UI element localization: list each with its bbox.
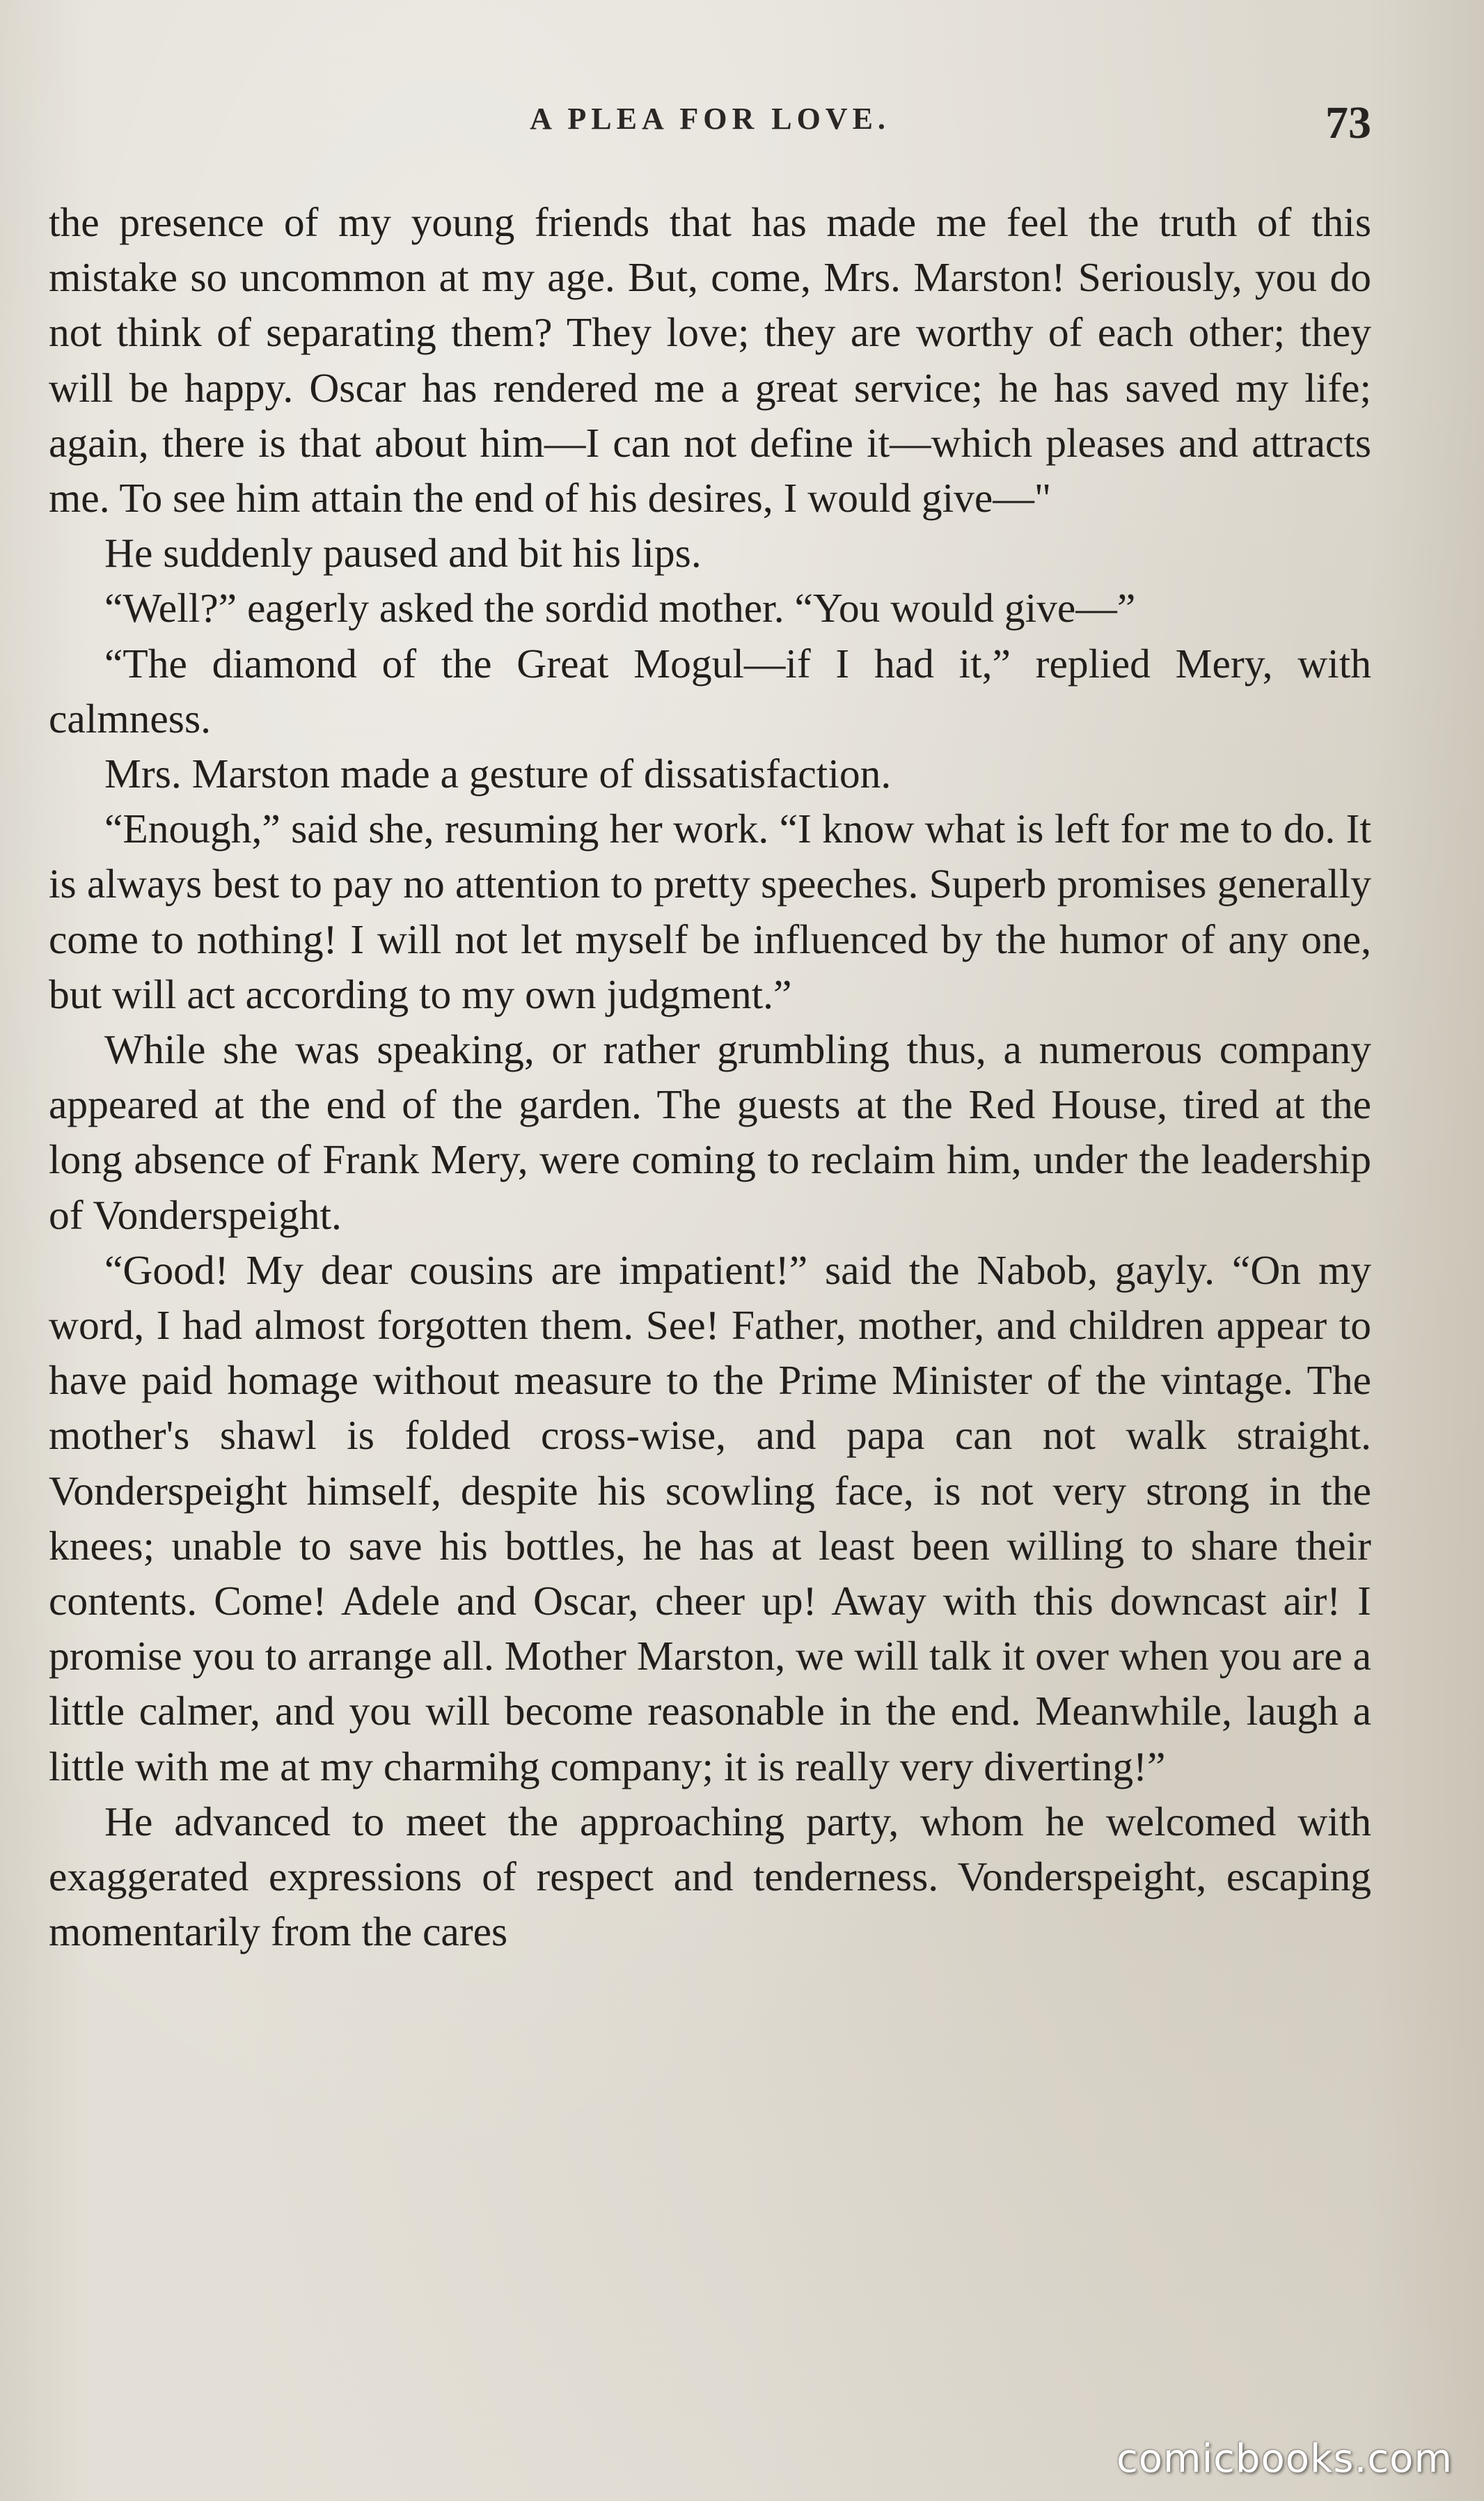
paragraph: “The diamond of the Great Mogul—if I had it,” replied Mery, with calmness. bbox=[49, 640, 1371, 742]
page-header bbox=[49, 97, 1371, 157]
paragraph: Mrs. Marston made a gesture of dissatisfaction. bbox=[104, 751, 892, 797]
paragraph: “Enough,” said she, resuming her work. “I know what is left for me to do. It is always best to pay no attention to pretty speeches. Superb promises generally come to nothing! I will not let myself be influenced by the humor of any one, but will act according to my own judgment.” bbox=[49, 806, 1371, 1017]
paragraph: “Good! My dear cousins are impatient!” said the Nabob, gayly. “On my word, I had almost forgotten them. See! Father, mother, and children appear to have paid homage without measure to the Prime Minister of the vintage. The mother's shawl is folded cross-wise, and papa can not walk straight. Vonderspeight himself, despite his scowling face, is not very strong in the knees; unable to save his bottles, he has at least been willing to share their contents. Come! Adele and Oscar, cheer up! Away with this downcast air! I promise you to arrange all. Mother Marston, we will talk it over when you are a little calmer, and you will become reasonable in the end. Meanwhile, laugh a little with me at my charmihg company; it is really very diverting!” bbox=[49, 1246, 1371, 1789]
watermark: comicbooks.com bbox=[1116, 2436, 1453, 2482]
paragraph: He advanced to meet the approaching party, whom he welcomed with exaggerated expressions of respect and tenderness. Vonderspeight, escaping momentarily from the cares bbox=[49, 1798, 1371, 1955]
paragraph-continued: the presence of my young friends that has made me feel the truth of this mistake so uncommon at my age. But, come, Mrs. Marston! Seriously, you do not think of separating them? They love; they are worthy of each other; they will be happy. Oscar has rendered me a great service; he has saved my life; again, there is that about him—I can not define it—which pleases and attracts me. To see him attain the end of his desires, I would give—" bbox=[49, 199, 1371, 522]
page-number: 73 bbox=[1325, 97, 1371, 148]
paragraph: “Well?” eagerly asked the sordid mother. “You would give—” bbox=[104, 585, 1136, 632]
body-text bbox=[49, 195, 1371, 1960]
running-title: A PLEA FOR LOVE. bbox=[530, 102, 890, 136]
paragraph: While she was speaking, or rather grumbling thus, a numerous company appeared at the end of the garden. The guests at the Red House, tired at the long absence of Frank Mery, were coming to reclaim him, under the leadership of Vonderspeight. bbox=[49, 1026, 1371, 1238]
paragraph: He suddenly paused and bit his lips. bbox=[104, 530, 702, 577]
